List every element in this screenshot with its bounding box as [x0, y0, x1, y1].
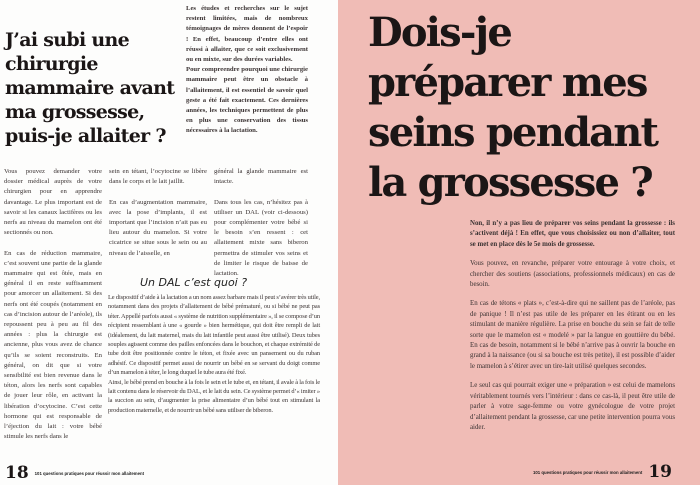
right-footer [533, 462, 672, 482]
paragraph: En cas de tétons « plats », c’est-à-dire qui ne saillent pas de l’aréole, pas de panique ! Il n’est pas utile de les préparer en les étirant ou en les stimulant de manière régulière. La prise en bouche du sein se fait de telle sorte que le mamelon est « modelé » par la langue en gouttière du bébé. En cas de besoin, notamment si le bébé n’arrive pas à ouvrir la bouche en grand à la naissance (ou si sa bouche est très petite), il est possible d’aider le mamelon à s’étirer avec un tire-lait utilisé quelques secondes. [470, 300, 675, 370]
paragraph: Vous pouvez demander votre dossier médical auprès de votre chirurgien pour en apprendre davantage. Le plus important est de savoir si les canaux lactifères ou les nerfs au niveau du mamelon ont été sectionnés ou non. [4, 168, 102, 237]
left-footer [5, 463, 144, 483]
right-page-title [368, 8, 698, 208]
title-line: préparer mes [368, 59, 647, 106]
intro-paragraph: Pour compreendre pourquoi une chirurgie mammaire peut être un obstacle à l’allaitement, il est essentiel de savoir quel geste a été fait exactement. Ces dernières années, les techniques permettent de plus en plus une conservation des tissus nécessaires à la lactation. [186, 66, 308, 135]
page-number: 18 [5, 463, 29, 483]
running-footer: 101 questions pratiques pour réussir mon allaitement [532, 469, 643, 475]
paragraph: En cas d’augmentation mammaire, avec la pose d’implants, il est important que l’incision n’ait pas eu lieu autour du mamelon. Si votre cicatrice se situe sous le sein ou au niveau de l’aisselle, en [109, 198, 207, 257]
title-line: seins pendant [368, 109, 658, 156]
intro-text [186, 4, 308, 137]
page-number: 19 [648, 462, 672, 482]
paragraph: sein en tétant, l’ocytocine se libère dans le corps et le lait jaillit. [109, 168, 207, 186]
title-line: la grossesse ? [368, 159, 652, 206]
text-column-2 [109, 167, 207, 269]
paragraph: général la glande mammaire est intacte. [214, 168, 308, 186]
dal-box [108, 293, 320, 415]
lead-paragraph: Non, il n’y a pas lieu de préparer vos seins pendant la grossesse : ils s’activent déjà ! En effet, que vous choisissiez ou non d’allaiter, tout se met en place dès le 5e mois de grossesse. [470, 220, 675, 248]
running-footer: 101 questions pratiques pour réussir mon allaitement [34, 470, 145, 476]
text-column-1 [4, 167, 102, 453]
text-column-3 [214, 167, 308, 289]
left-page-title: J’ai subi une chirurgie mammaire avant ma grossesse, puis-je allaiter ? [5, 29, 175, 147]
paragraph: Dans tous les cas, n’hésitez pas à utiliser un DAL (voir ci-dessous) pour complémenter votre bébé si le besoin s’en ressent : cet allaitement mixte sans biberon permettra de stimuler vos seins et de limiter le risque de baisse de lactation. [214, 198, 308, 278]
right-body [470, 219, 675, 442]
title-line: Dois-je [368, 9, 512, 56]
right-page [338, 0, 700, 485]
intro-paragraph: Les études et recherches sur le sujet restent limitées, mais de nombreux témoignages de mères donnent de l’espoir ! En effet, beaucoup d’entre elles ont réussi à allaiter, que ce soit exclusivement ou en mixte, sur des durées variables. [186, 5, 308, 64]
dal-paragraph: Le dispositif d’aide à la lactation a un nom assez barbare mais il peut s’avérer très utile, notamment dans des projets d’allaitement de bébé prématuré, ou si bébé ne peut pas téter. Appellé parfois aussi « système de nutrition supplémentaire », il se compose d’un récipient ressemblant à une « gourde » bien hermétique, qui doit être rempli de lait (idéalement, du lait maternel, mais du lait infantile peut aussi être utilisé). Deux tubes souples agissent comme des pailles enfoncées dans le bouchon, et chaque extrémité de tube doit être positionnée contre le téton, et fixée avec un pansement ou du ruban adhésif. Ce dispositif permet aussi de nourrir un bébé en se servant du doigt comme d’un mamelon à téter, le long duquel le tube aura été fixé. [108, 294, 320, 377]
paragraph: Le seul cas qui pourrait exiger une « préparation » est celui de mamelons véritablement tournés vers l’intérieur : dans ce cas-là, il peut être utile de parler à votre sage-femme ou votre gynécologue de votre projet d’allaitement pendant la grossesse, car une petite intervention pourra vous aider. [470, 382, 675, 431]
paragraph: Vous pouvez, en revanche, préparer votre entourage à votre choix, et chercher des soutiens (associations, professionnels médicaux) en cas de besoin. [470, 260, 675, 289]
dal-paragraph: Ainsi, le bébé prend en bouche à la fois le sein et le tube et, en tétant, il avale à la fois le lait contenu dans le réservoir du DAL, et le lait du sein. Ce système permet d’« imiter » la succion au sein, d’augmenter la prise alimentaire d’un bébé tout en stimulant la production maternelle, et de nourrir un bébé sans utiliser de biberon. [108, 378, 320, 414]
left-page [0, 0, 338, 485]
dal-heading: Un DAL c’est quoi ? [140, 276, 248, 289]
paragraph: En cas de réduction mammaire, c’est souvent une partie de la glande mammaire qui est ôtée, mais en général il en reste suffisamment pour amorcer un allaitement. Si des nerfs ont été coupés (notamment en cas d’incision autour de l’aréole), ils repoussent peu à peu au fil des années : plus la chirurgie est ancienne, plus vous avez de chance qu’ils se soient reconstruits. En général, on dit que si votre sensibilité est bien revenue dans le téton, alors les nerfs sont capables de jouer leur rôle, en activant la libération d’ocytocine. C’est cette hormone qui est responsable de l’éjection du lait : votre bébé stimule les nerfs dans le [4, 249, 102, 441]
